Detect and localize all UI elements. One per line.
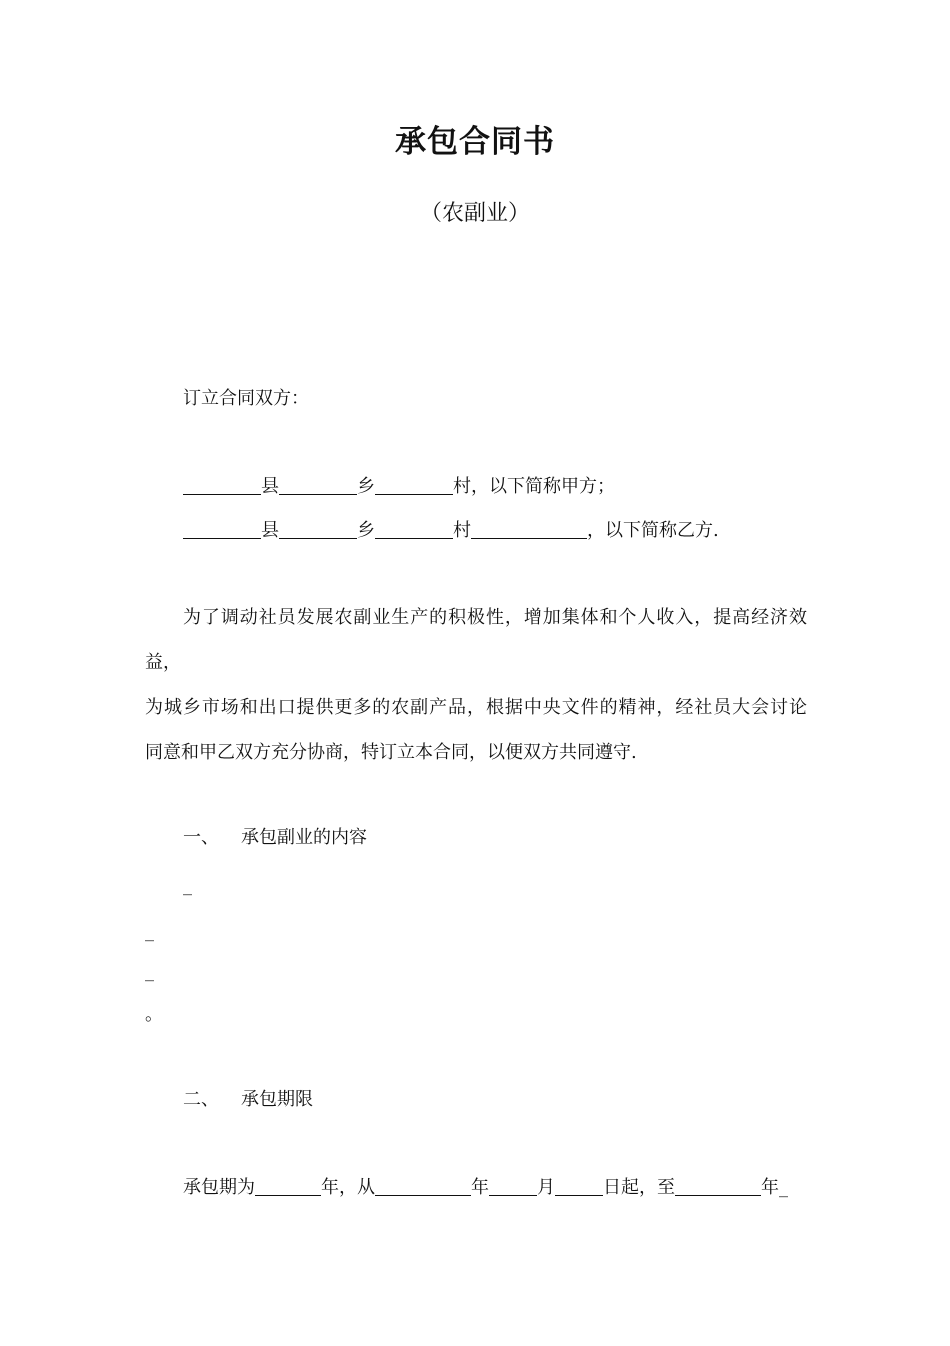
- party-b-village-label: 村: [453, 520, 471, 541]
- section-1-heading: [183, 826, 367, 850]
- end-year-blank[interactable]: [675, 1177, 761, 1196]
- party-a-county-blank[interactable]: [183, 476, 261, 495]
- term-years-blank[interactable]: [255, 1177, 321, 1196]
- section-1-title: 承包副业的内容: [241, 827, 367, 848]
- start-day-blank[interactable]: [555, 1177, 603, 1196]
- section-2-heading: [183, 1088, 313, 1112]
- end-year-label: 年: [761, 1177, 779, 1198]
- party-b-line: [183, 519, 719, 543]
- section-1-number: 一、: [183, 827, 219, 848]
- party-b-county-label: 县: [261, 520, 279, 541]
- party-b-suffix: ，以下简称乙方.: [587, 520, 719, 541]
- section-1-end-mark: 。: [145, 1004, 163, 1025]
- section-2-title: 承包期限: [241, 1089, 313, 1110]
- preamble-line-3: 为城乡市场和出口提供更多的农副产品，根据中央文件的精神，经社员大会讨论: [145, 697, 807, 718]
- document-subtitle: （农副业）: [419, 201, 530, 226]
- term-prefix: 承包期为: [183, 1177, 255, 1198]
- party-b-name-blank[interactable]: [471, 520, 587, 539]
- party-b-township-label: 乡: [357, 520, 375, 541]
- term-trailing-mark: _: [779, 1177, 788, 1198]
- party-b-county-blank[interactable]: [183, 520, 261, 539]
- party-b-township-blank[interactable]: [279, 520, 357, 539]
- preamble-line-2: 益，: [145, 652, 181, 673]
- term-year-unit: 年，从: [321, 1177, 375, 1198]
- party-a-suffix: ，以下简称甲方；: [471, 476, 615, 497]
- parties-intro: 订立合同双方：: [183, 388, 309, 409]
- start-year-blank[interactable]: [375, 1177, 471, 1196]
- preamble-paragraph: [145, 595, 807, 775]
- party-a-village-blank[interactable]: [375, 476, 453, 495]
- start-month-label: 月: [537, 1177, 555, 1198]
- start-year-label: 年: [471, 1177, 489, 1198]
- preamble-line-1: 为了调动社员发展农副业生产的积极性，增加集体和个人收入，提高经济效: [183, 607, 807, 628]
- start-month-blank[interactable]: [489, 1177, 537, 1196]
- party-a-county-label: 县: [261, 476, 279, 497]
- party-a-township-blank[interactable]: [279, 476, 357, 495]
- preamble-line-4: 同意和甲乙双方充分协商，特订立本合同，以便双方共同遵守.: [145, 742, 637, 763]
- section-2-number: 二、: [183, 1089, 219, 1110]
- term-line: [183, 1176, 788, 1200]
- party-a-township-label: 乡: [357, 476, 375, 497]
- section-1-blank-1[interactable]: _: [183, 875, 192, 896]
- document-title: 承包合同书: [395, 124, 555, 160]
- start-day-label: 日起，至: [603, 1177, 675, 1198]
- party-a-village-label: 村: [453, 476, 471, 497]
- section-1-blank-3[interactable]: _: [145, 961, 154, 982]
- party-b-village-blank[interactable]: [375, 520, 453, 539]
- section-1-blank-2[interactable]: _: [145, 921, 154, 942]
- party-a-line: [183, 475, 615, 499]
